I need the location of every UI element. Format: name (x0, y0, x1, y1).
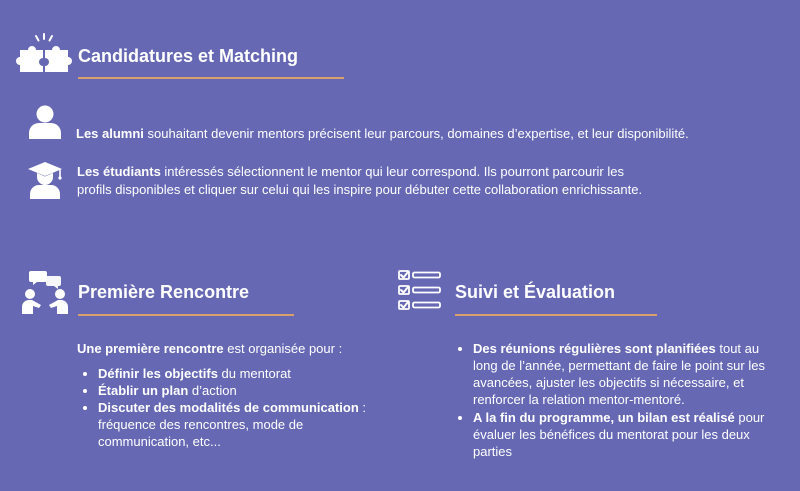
students-paragraph (77, 163, 777, 199)
list-item-text: : fréquence des rencontres, mode de communication, etc... (98, 400, 367, 449)
checklist-icon (398, 269, 442, 313)
list-item-label: Des réunions régulières sont planifiées (473, 341, 716, 356)
list-item-label: Définir les objectifs (98, 366, 218, 381)
title-underline (78, 77, 344, 79)
list-item-text: tout au long de l’année, permettant de faire le point sur les avancées, ajuster les objectifs si nécessaire, et renforcer la relation mentor-mentoré. (473, 341, 765, 407)
rencontre-intro-label: Une première rencontre (77, 341, 224, 356)
title-underline (455, 314, 657, 316)
list-item (98, 365, 388, 382)
alumni-label: Les alumni (76, 126, 144, 141)
list-item-label: Établir un plan (98, 383, 189, 398)
list-item-text: du mentorat (217, 366, 291, 381)
section-title-candidatures: Candidatures et Matching (78, 46, 299, 66)
list-item-label: Discuter des modalités de communication (98, 400, 359, 415)
section-title-suivi-evaluation: Suivi et Évaluation (455, 282, 616, 302)
list-item (98, 399, 388, 450)
section-title-premiere-rencontre: Première Rencontre (78, 282, 250, 302)
list-item-label: A la fin du programme, un bilan est réalisé (473, 410, 735, 425)
suivi-list (453, 340, 780, 460)
alumni-paragraph (76, 125, 776, 143)
meeting-icon (21, 268, 69, 316)
students-text-line2: profils disponibles et cliquer sur celui qui les inspire pour débuter cette collaboration enrichissante. (77, 182, 643, 197)
rencontre-list (78, 365, 388, 450)
list-item (473, 409, 780, 460)
puzzle-icon (16, 32, 72, 76)
rencontre-intro (77, 340, 342, 358)
list-item (473, 340, 780, 408)
list-item (98, 382, 388, 399)
user-icon (27, 104, 63, 140)
alumni-text: souhaitant devenir mentors précisent leur parcours, domaines d’expertise, et leur disponibilité. (143, 126, 689, 141)
list-item-text: pour évaluer les bénéfices du mentorat pour les deux parties (473, 410, 765, 459)
graduate-icon (27, 160, 63, 200)
rencontre-intro-text: est organisée pour : (223, 341, 343, 356)
students-text-line1: intéressés sélectionnent le mentor qui leur correspond. Ils pourront parcourir les (160, 164, 624, 179)
students-label: Les étudiants (77, 164, 161, 179)
list-item-text: d’action (188, 383, 237, 398)
title-underline (78, 314, 294, 316)
